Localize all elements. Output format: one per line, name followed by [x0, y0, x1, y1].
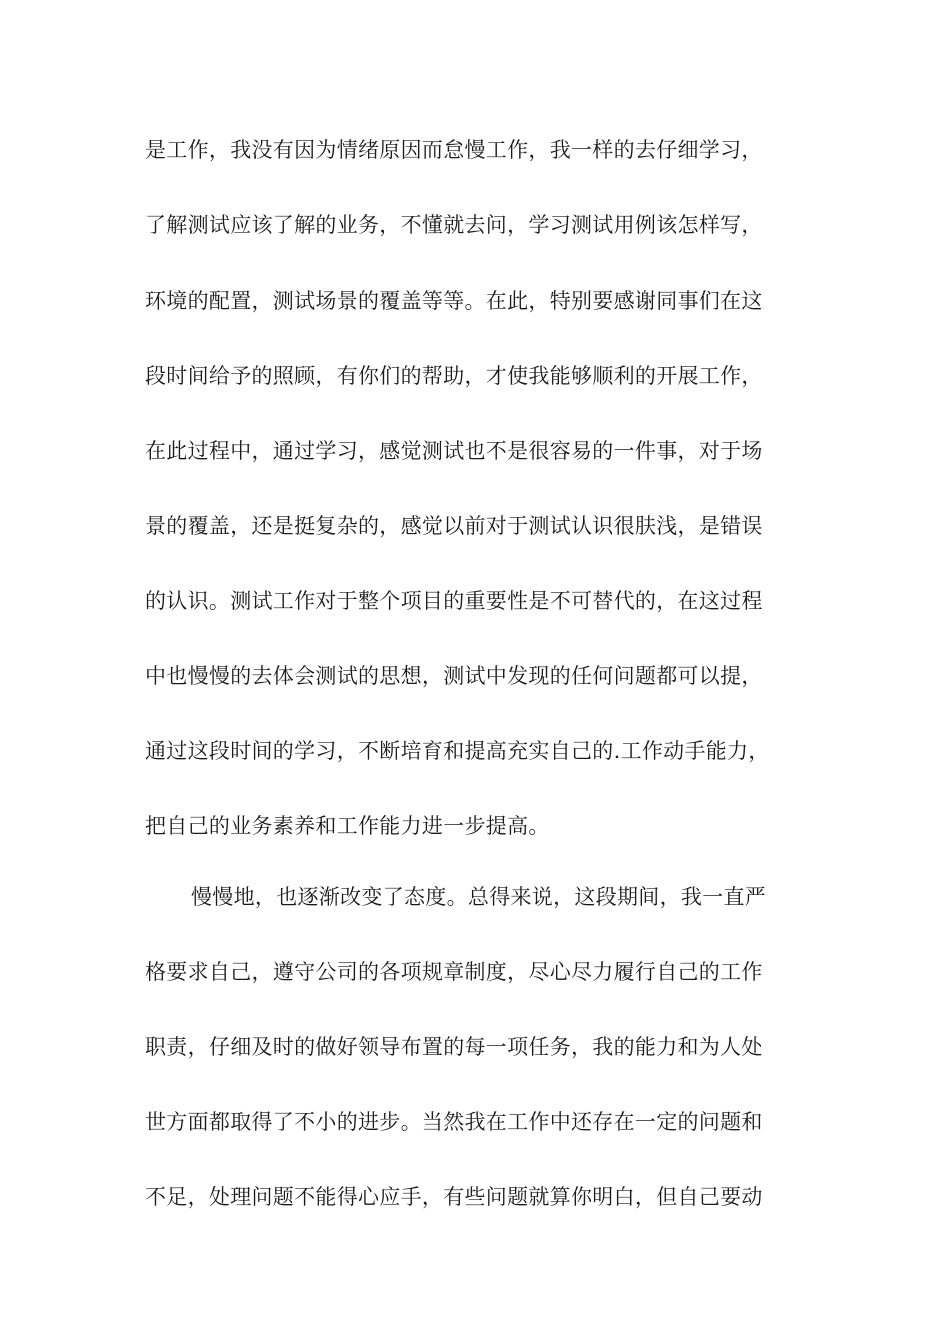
text-line: 把自己的业务素养和工作能力进一步提高。 — [145, 814, 550, 838]
text-line: 在此过程中，通过学习，感觉测试也不是很容易的一件事，对于场 — [145, 439, 763, 463]
text-line: 中也慢慢的去体会测试的思想，测试中发现的任何问题都可以提， — [145, 664, 763, 688]
text-line: 段时间给予的照顾，有你们的帮助，才使我能够顺利的开展工作， — [145, 364, 763, 388]
text-line: 的认识。测试工作对于整个项目的重要性是不可替代的，在这过程 — [145, 589, 763, 613]
text-line: 是工作，我没有因为情绪原因而怠慢工作，我一样的去仔细学习， — [145, 138, 763, 162]
text-line: 格要求自己，遵守公司的各项规章制度，尽心尽力履行自己的工作 — [145, 960, 763, 984]
text-line: 景的覆盖，还是挺复杂的，感觉以前对于测试认识很肤浅，是错误 — [145, 514, 763, 538]
text-line: 环境的配置，测试场景的覆盖等等。在此，特别要感谢同事们在这 — [145, 289, 763, 313]
text-line: 职责，仔细及时的做好领导布置的每一项任务，我的能力和为人处 — [145, 1035, 763, 1059]
text-line: 通过这段时间的学习，不断培育和提高充实自己的.工作动手能力， — [145, 739, 770, 763]
text-line: 世方面都取得了不小的进步。当然我在工作中还存在一定的问题和 — [145, 1110, 763, 1134]
text-line: 了解测试应该了解的业务，不懂就去问，学习测试用例该怎样写， — [145, 213, 763, 237]
paragraph-first-line: 慢慢地，也逐渐改变了态度。总得来说，这段期间，我一直严 — [191, 885, 767, 909]
text-line: 不足，处理问题不能得心应手，有些问题就算你明白，但自己要动 — [145, 1185, 763, 1209]
